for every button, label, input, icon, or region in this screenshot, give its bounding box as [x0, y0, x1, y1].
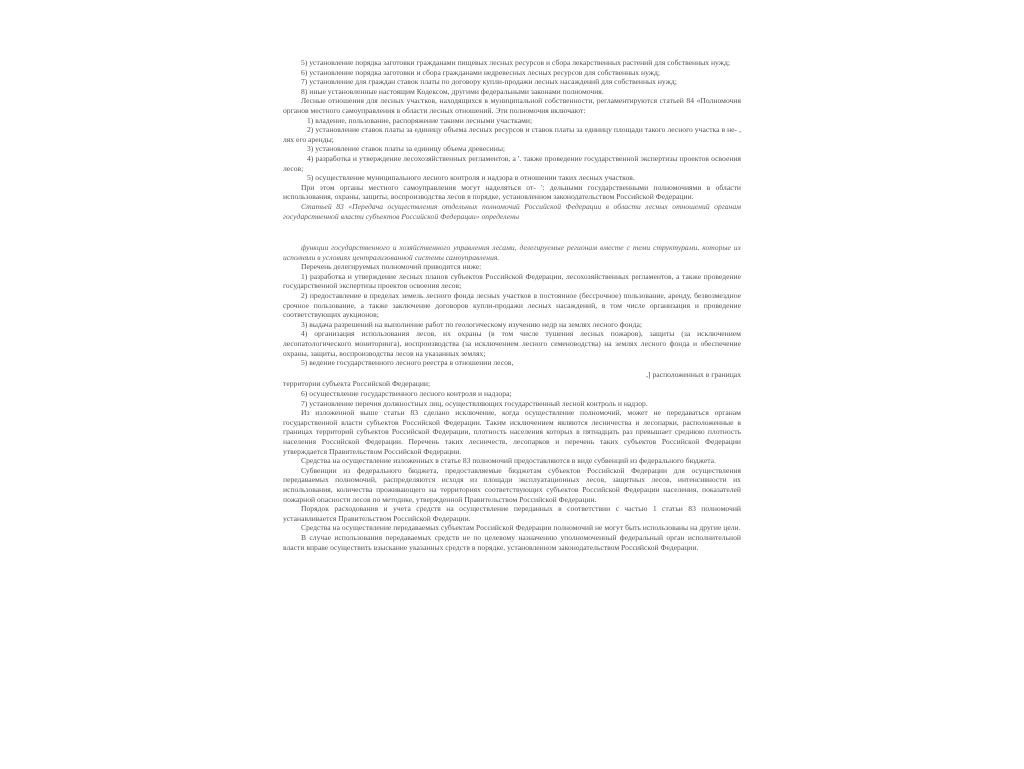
- page-gap: [283, 221, 741, 243]
- paragraph: Порядок расходования и учета средств на осуществление переданных в соответствии с частью 1 статьи 83 полномочий устанавливается Правительством Российской Федерации.: [283, 504, 741, 523]
- paragraph: При этом органы местного самоуправления могут наделяться от- ': дельными государственными полномочиями в области использования, охраны, защиты, воспроизводства лесов в порядке, установленном законодательством Российской Федерации.: [283, 182, 741, 202]
- document-page: [283, 58, 741, 552]
- paragraph: Перечень делегируемых полномочий приводится ниже:: [301, 262, 482, 272]
- list-item: 3) установление ставок платы за единицу объема древесины;: [307, 144, 506, 154]
- list-item: 7) установление перечня должностных лиц, осуществляющих государственный лесной контроль и надзор.: [301, 398, 648, 408]
- paragraph: 7) установление для граждан ставок платы по договору купли-продажи лесных насаждений для собственных нужд;: [301, 77, 677, 87]
- list-item: 4) организация использования лесов, их охраны (в том числе тушения лесных пожаров), защиты (за исключением лесопатологического мониторинга), воспроизводства (за исключением лесного семеноводства) на землях лесного фонда и обеспечение охраны, защиты, воспроизводства лесов на указанных землях;: [283, 329, 741, 358]
- paragraph: В случае использования передаваемых средств не по целевому назначению уполномоченный федеральный орган исполнительной власти вправе осуществить взыскание указанных средств в порядке, установленном законодательством Российской Федерации.: [283, 532, 741, 552]
- paragraph: Средства на осуществление изложенных в статье 83 полномочий предоставляются в виде субвенций из федерального бюджета.: [301, 456, 716, 466]
- list-item: 5) осуществление муниципального лесного контроля и надзора в отношении таких лесных участков.: [307, 173, 635, 183]
- paragraph: 6) установление порядка заготовки и сбора гражданами недревесных лесных ресурсов для собственных нужд;: [301, 67, 661, 77]
- paragraph: 5) установление порядка заготовки гражданами пищевых лесных ресурсов и сбора лекарственных растений для собственных нужд;: [301, 58, 731, 67]
- list-item: 1) разработка и утверждение лесных планов субъектов Российской Федерации, лесохозяйственных регламентов, а также проведение государственной экспертизы проектов освоения лесов;: [283, 271, 741, 291]
- paragraph: Лесные отношения для лесных участков, находящихся в муниципальной собственности, регламентируются статьей 84 «Полномочия органов местного самоуправления в области лесных отношений. Эти полномочия включают:: [283, 96, 741, 115]
- list-item: 1) владение, пользование, распоряжение такими лесными участками;: [307, 115, 533, 125]
- paragraph: Субвенции из федерального бюджета, предоставляемые бюджетам субъектов Российской Федерации для осуществления передаваемых полномочий, распределяются исходя из площади эксплуатационных лесов, защитных лесов, интенсивности их использования, количества проживающего на территориях соответствующих субъектов Российской Федерации населения, показателей пожарной опасности лесов по методике, утвержденной Правительством Российской Федерации.: [283, 465, 741, 504]
- list-item: 2) установление ставок платы за единицу объема лесных ресурсов и ставок платы за единицу площади такого лесного участка в не- , лях его аренды;: [283, 125, 741, 144]
- list-item: 5) ведение государственного лесного реестра в отношении лесов,: [301, 358, 514, 368]
- list-item: 3) выдача разрешений на выполнение работ по геологическому изучению недр на землях лесного фонда;: [301, 319, 642, 329]
- paragraph: Средства на осуществление передаваемых субъектам Российской Федерации полномочий не могут быть использованы на другие цели.: [301, 523, 741, 533]
- paragraph: территории субъекта Российской Федерации;: [283, 379, 431, 389]
- italic-paragraph: Статьей 83 «Передача осуществления отдельных полномочий Российской Федерации в области лесных отношений органам государственной власти субъектов Российской Федерации» определены: [283, 201, 741, 221]
- list-item: 2) предоставление в пределах земель лесного фонда лесных участков в постоянное (бессрочное) пользование, аренду, безвозмездное срочное пользование, а также заключение договоров купли-продажи лесных насаждений, в том числе организация и проведение соответствующих аукционов;: [283, 291, 741, 320]
- paragraph: Из изложенной выше статьи 83 сделано исключение, когда осуществление полномочий, может не передаваться органам государственной власти субъектов Российской Федерации. Таким исключением являются лесничества и лесопарки, расположенные в границах территорий субъектов Российской Федерации, плотность населения которых в пятнадцать раз превышает среднюю плотность населения Российской Федерации. Перечень таких лесничеств, лесопарков и перечень таких субъектов Российской Федерации утверждается Правительством Российской Федерации.: [283, 408, 741, 456]
- italic-paragraph: функции государственного и хозяйственного управления лесами, делегируемые регионам вместе с теми структурами, которые их исполняли в условиях централизованной системы самоуправления.: [283, 243, 741, 262]
- list-item: 4) разработка и утверждение лесохозяйственных регламентов, а '. также проведение государственной экспертизы проектов освоения лесов;: [283, 153, 741, 173]
- list-item: 6) осуществление государственного лесного контроля и надзора;: [301, 389, 512, 398]
- text-fragment: ,] расположенных в границах: [646, 369, 741, 379]
- paragraph: 8) иные установленные настоящим Кодексом, другими федеральными законами полномочия.: [301, 86, 604, 96]
